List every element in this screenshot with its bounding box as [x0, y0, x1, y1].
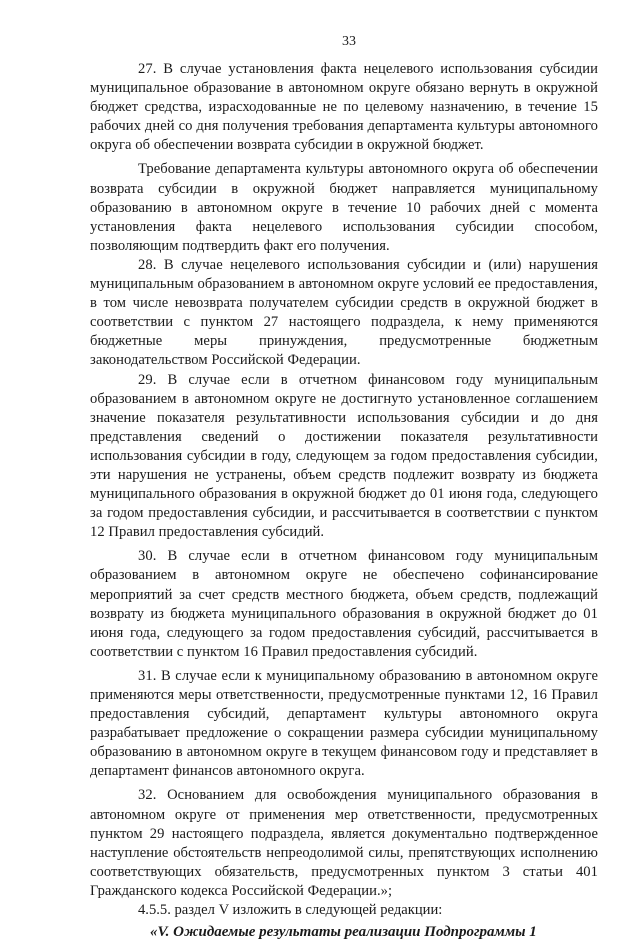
paragraph-32: 32. Основанием для освобождения муниципального образования в автономном округе от применения мер ответственности, предусмотренных пунктом 29 настоящего подраздела, является документально подтвержденное наступление обстоятельств непреодолимой силы, препятствующих исполнению соответствующих обязательств, предусмотренных пунктом 3 статьи 401 Гражданского кодекса Российской Федерации.»; — [90, 787, 598, 899]
paragraph-30: 30. В случае если в отчетном финансовом году муниципальным образованием в автономном округе не обеспечено софинансирование мероприятий за счет средств местного бюджета, объем средств, подлежащий возврату из бюджета муниципального образования в окружной бюджет до 01 июня года, следующего за годом предоставления субсидий, рассчитывается в соответствии с пунктом 16 Правил предоставления субсидий. — [90, 548, 598, 660]
section-instruction: 4.5.5. раздел V изложить в следующей редакции: — [138, 902, 443, 919]
page-number: 33 — [342, 34, 356, 49]
section-heading: «V. Ожидаемые результаты реализации Подпрограммы 1 — [150, 924, 537, 941]
paragraph-27: 27. В случае установления факта нецелевого использования субсидии муниципальное образование в автономном округе обязано вернуть в окружной бюджет средства, израсходованные не по целевому назначению, в течение 15 рабочих дней со дня получения требования департамента культуры автономного округа об обеспечении возврата субсидии в окружной бюджет. — [90, 61, 598, 154]
paragraph-28: 28. В случае нецелевого использования субсидии и (или) нарушения муниципальным образованием в автономном округе условий ее предоставления, в том числе невозврата получателем субсидии средств в окружной бюджет в соответствии с пунктом 27 настоящего подраздела, к нему применяются бюджетные меры принуждения, предусмотренные бюджетным законодательством Российской Федерации. — [90, 256, 598, 369]
paragraph-27-requirement: Требование департамента культуры автономного округа об обеспечении возврата субсидии в окружной бюджет направляется муниципальному образованию в автономном округе в течение 10 рабочих дней с момента установления факта нецелевого использования субсидии способом, позволяющим подтвердить факт его получения. — [90, 161, 598, 254]
paragraph-29: 29. В случае если в отчетном финансовом году муниципальным образованием в автономном округе не достигнуто установленное соглашением значение показателя результативности использования субсидии и до дня представления сведений о достижении показателя результативности использования субсидии в году, следующем за годом предоставления субсидии, эти нарушения не устранены, объем средств подлежит возврату из бюджета муниципального образования в окружной бюджет до 01 июня года, следующего за годом предоставления субсидии, и рассчитывается в соответствии с пунктом 12 Правил предоставления субсидий. — [90, 371, 598, 541]
paragraph-31: 31. В случае если к муниципальному образованию в автономном округе применяются меры ответственности, предусмотренные пунктами 12, 16 Правил предоставления субсидий, департамент культуры автономного округа разрабатывает предложение о сокращении размера субсидии муниципальному образованию в автономном округе в текущем финансовом году и представляет в департамент финансов автономного округа. — [90, 667, 598, 780]
